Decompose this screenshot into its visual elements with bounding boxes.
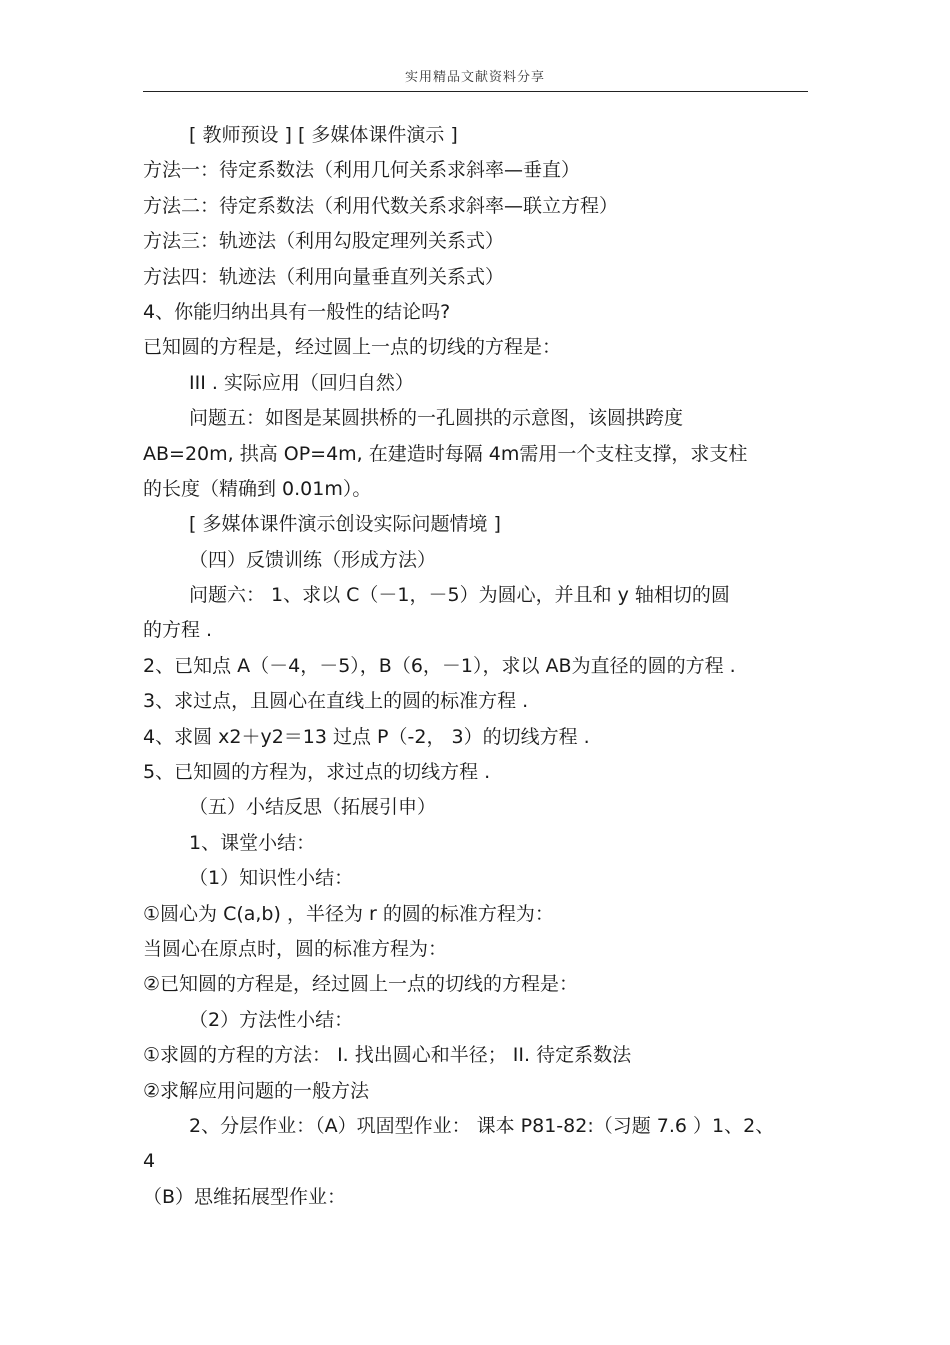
- text-line: 4、求圆 x2＋y2＝13 过点 P（-2， 3）的切线方程 .: [143, 725, 590, 748]
- text-line: ①圆心为 C(a,b) ，半径为 r 的圆的标准方程为：: [143, 902, 554, 925]
- text-line: 4、你能归纳出具有一般性的结论吗?: [143, 300, 451, 323]
- text-line: （2）方法性小结：: [189, 1008, 354, 1031]
- text-line: 2、分层作业：（A）巩固型作业： 课本 P81-82:（习题 7.6 ）1、2、: [189, 1114, 775, 1137]
- text-line: 4: [143, 1150, 156, 1173]
- text-line: 3、求过点，且圆心在直线上的圆的标准方程 .: [143, 690, 529, 713]
- header-title: 实用精品文献资料分享: [404, 70, 545, 85]
- text-line: 方法四：轨迹法（利用向量垂直列关系式）: [143, 265, 505, 288]
- text-line: III . 实际应用（回归自然）: [189, 371, 414, 394]
- text-line: 1、课堂小结：: [189, 831, 316, 854]
- text-line: AB=20m, 拱高 OP=4m, 在建造时每隔 4m需用一个支柱支撑，求支柱: [143, 442, 748, 465]
- document-body: [143, 118, 813, 1215]
- text-line: [ 多媒体课件演示创设实际问题情境 ]: [189, 513, 501, 536]
- text-line: 的方程 .: [143, 619, 213, 642]
- text-line: 方法三：轨迹法（利用勾股定理列关系式）: [143, 230, 505, 253]
- text-line: （五）小结反思（拓展引申）: [189, 796, 437, 819]
- text-line: ②已知圆的方程是，经过圆上一点的切线的方程是：: [143, 973, 579, 996]
- text-line: ①求圆的方程的方法： I. 找出圆心和半径； II. 待定系数法: [143, 1044, 632, 1067]
- text-line: （四）反馈训练（形成方法）: [189, 548, 437, 571]
- text-line: （B）思维拓展型作业：: [143, 1185, 347, 1208]
- text-line: [ 教师预设 ] [ 多媒体课件演示 ]: [189, 124, 458, 146]
- text-line: 问题五：如图是某圆拱桥的一孔圆拱的示意图，该圆拱跨度: [189, 407, 684, 430]
- text-line: 2、已知点 A（－4，－5），B（6，－1），求以 AB为直径的圆的方程 .: [143, 654, 736, 677]
- text-line: 问题六： 1、求以 C（－1，－5）为圆心，并且和 y 轴相切的圆: [189, 584, 730, 607]
- text-line: 当圆心在原点时，圆的标准方程为：: [143, 937, 448, 960]
- text-line: 5、已知圆的方程为，求过点的切线方程 .: [143, 761, 491, 784]
- text-line: ②求解应用问题的一般方法: [143, 1079, 370, 1102]
- text-line: （1）知识性小结：: [189, 867, 354, 890]
- text-line: 已知圆的方程是，经过圆上一点的切线的方程是：: [143, 336, 562, 359]
- text-line: 方法二：待定系数法（利用代数关系求斜率—联立方程）: [143, 194, 619, 217]
- header-divider: [143, 91, 808, 92]
- text-line: 的长度（精确到 0.01m）。: [143, 477, 372, 500]
- text-line: 方法一：待定系数法（利用几何关系求斜率—垂直）: [143, 159, 581, 182]
